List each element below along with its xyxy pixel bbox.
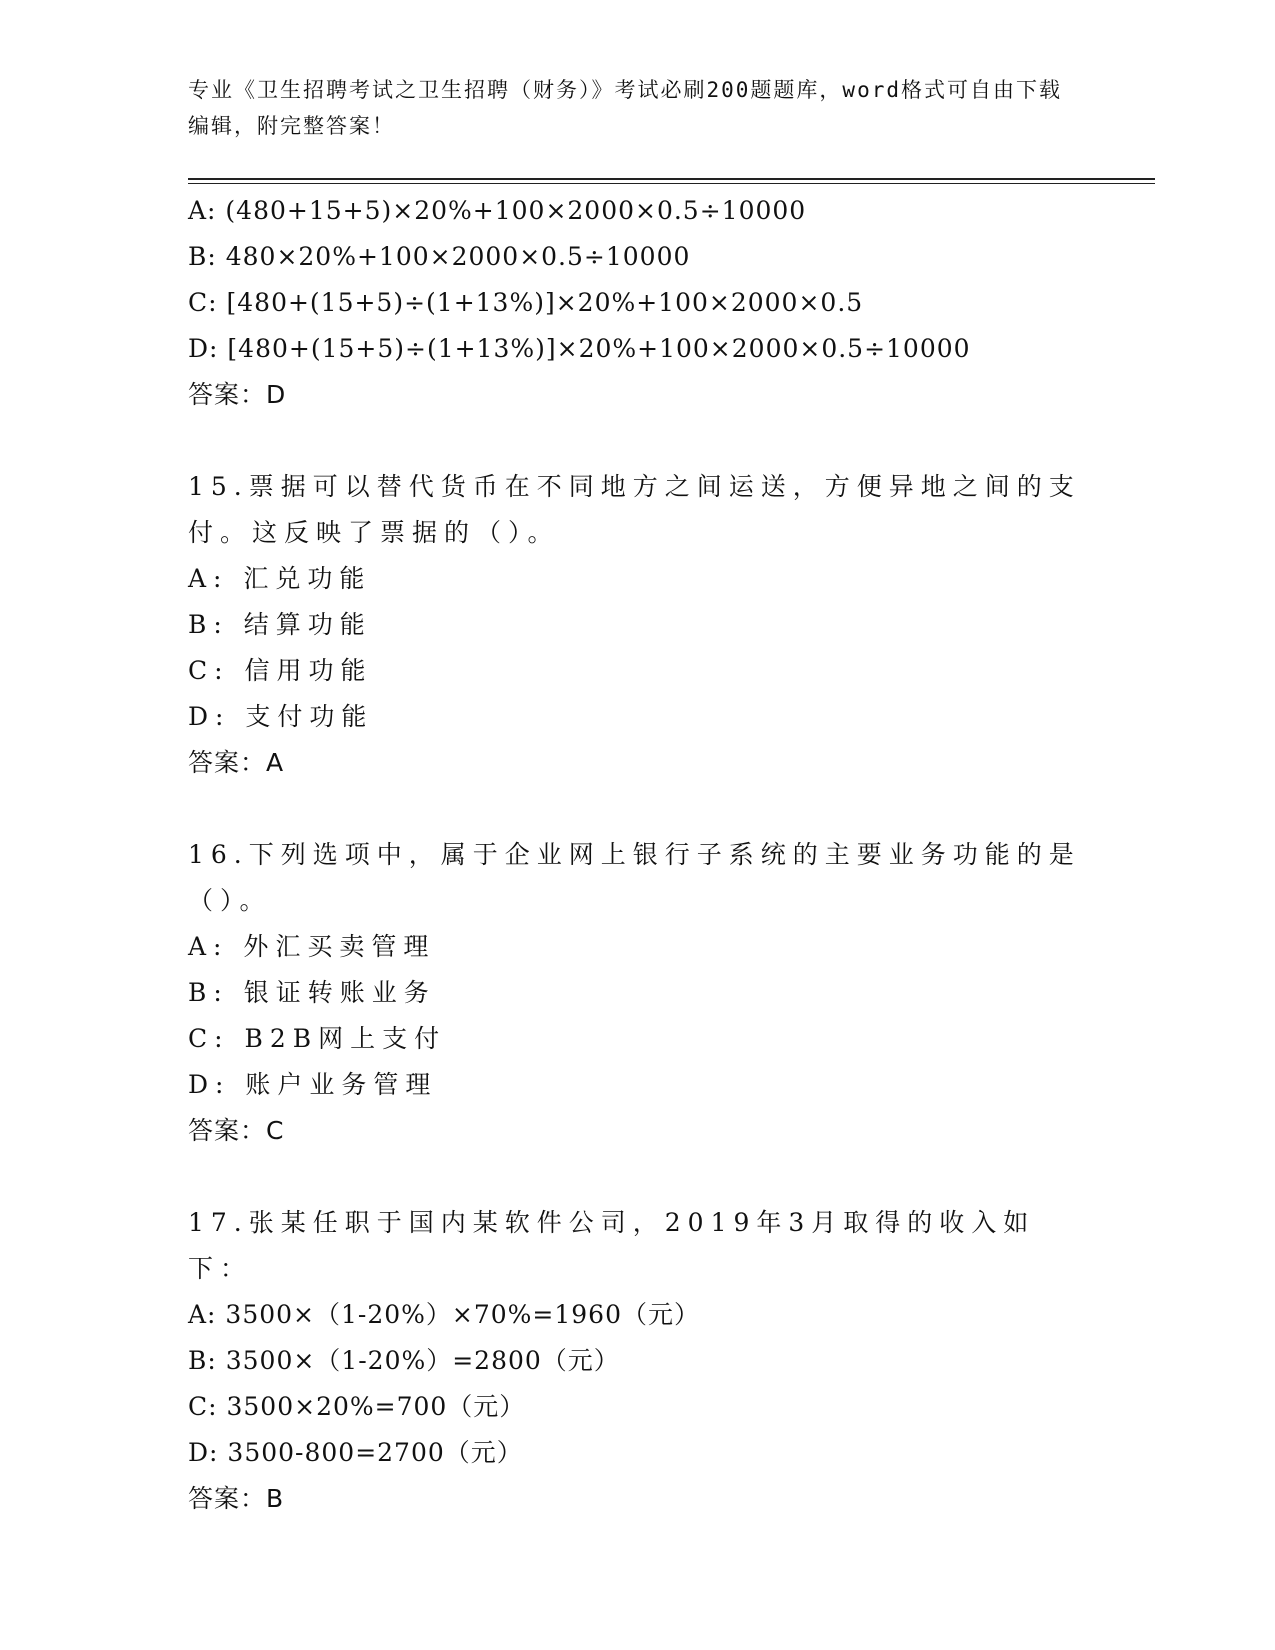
question-14 [188, 188, 1148, 418]
option-c: C: 3500×20%=700（元） [188, 1392, 526, 1421]
option-b: B: 结算功能 [188, 610, 372, 639]
option-b: B: 480×20%+100×2000×0.5÷10000 [188, 242, 691, 271]
answer-line: 答案：D [188, 380, 287, 409]
option-b: B: 银证转账业务 [188, 978, 436, 1007]
header-divider-thin [188, 183, 1155, 184]
question-text: 15.票据可以替代货币在不同地方之间运送，方便异地之间的支付。这反映了票据的（）。 [188, 472, 1081, 547]
question-list [188, 188, 1148, 1522]
question-16 [188, 832, 1148, 1154]
option-a: A: 3500×（1-20%）×70%=1960（元） [188, 1300, 700, 1329]
question-text: 16.下列选项中，属于企业网上银行子系统的主要业务功能的是（）。 [188, 840, 1081, 915]
option-c: C: [480+(15+5)÷(1+13%)]×20%+100×2000×0.5 [188, 288, 864, 317]
option-b: B: 3500×（1-20%）=2800（元） [188, 1346, 620, 1375]
option-a: A: 汇兑功能 [188, 564, 372, 593]
option-d: D: [480+(15+5)÷(1+13%)]×20%+100×2000×0.5÷10000 [188, 334, 971, 363]
document-header: 专业《卫生招聘考试之卫生招聘（财务）》考试必刷200题题库，word格式可自由下载编辑，附完整答案！ [188, 78, 1062, 138]
question-15 [188, 464, 1148, 786]
option-c: C: 信用功能 [188, 656, 373, 685]
option-d: D: 支付功能 [188, 702, 374, 731]
answer-line: 答案：C [188, 1116, 285, 1145]
question-text: 17.张某任职于国内某软件公司，2019年3月取得的收入如下： [188, 1208, 1036, 1283]
question-17 [188, 1200, 1148, 1522]
header-divider-thick [188, 178, 1155, 180]
answer-line: 答案：B [188, 1484, 285, 1513]
option-a: A: (480+15+5)×20%+100×2000×0.5÷10000 [188, 196, 807, 225]
option-d: D: 账户业务管理 [188, 1070, 438, 1099]
option-c: C: B2B网上支付 [188, 1024, 447, 1053]
answer-line: 答案：A [188, 748, 285, 777]
option-a: A: 外汇买卖管理 [188, 932, 436, 961]
option-d: D: 3500-800=2700（元） [188, 1438, 523, 1467]
